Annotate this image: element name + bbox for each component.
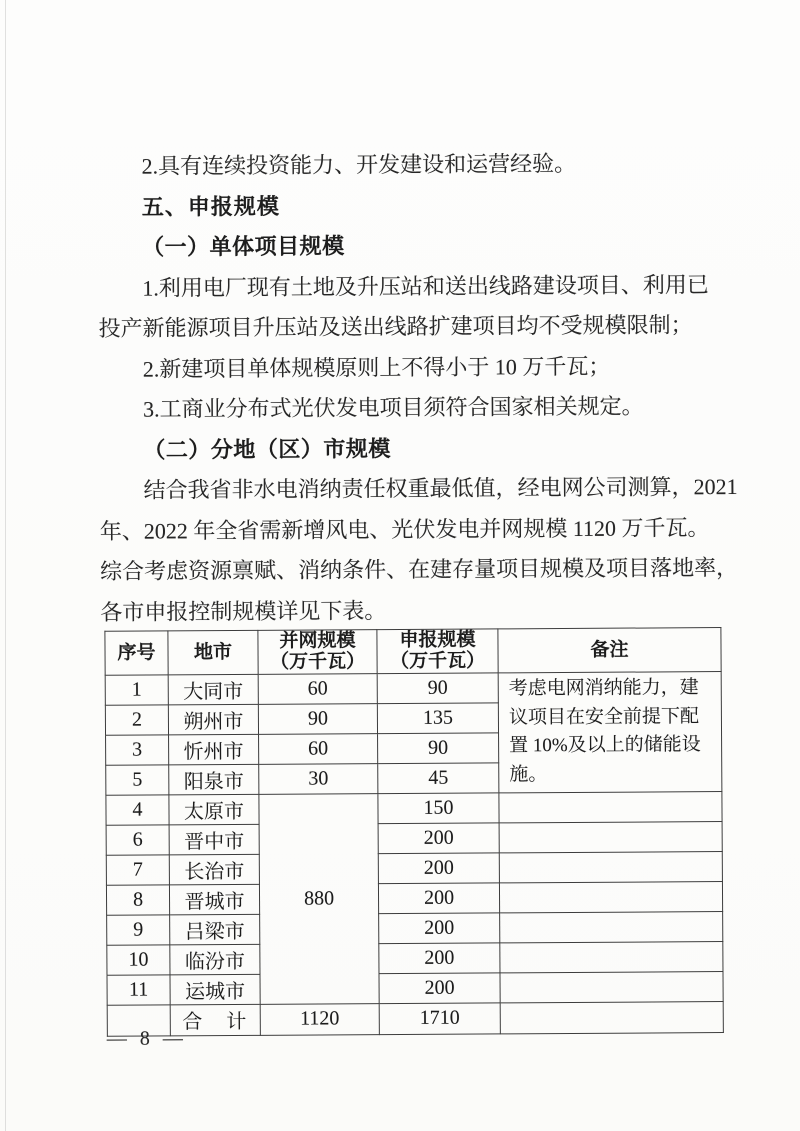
table-total-row [107,1001,723,1036]
table-row [106,851,722,885]
col-header-seq: 序号 [105,631,168,675]
cell-declared: 200 [379,912,500,943]
cell-total-label: 合 计 [170,1004,260,1036]
cell-seq: 10 [107,944,170,974]
cell-total-declared: 1710 [379,1002,500,1034]
cell-city: 晋中市 [169,824,259,855]
col-header-city: 地市 [168,630,258,674]
cell-remark-empty [500,971,723,1002]
paragraph-line: 3.工商业分布式光伏发电项目须符合国家相关规定。 [142,393,644,422]
subsection-heading: （二）分地（区）市规模 [143,435,391,463]
cell-seq: 1 [105,674,168,704]
cell-city: 晋城市 [169,884,259,915]
cell-remark-empty [500,1001,723,1033]
table-header-row [105,628,721,675]
cell-declared: 200 [378,852,499,883]
table-row [106,821,722,855]
col-header-grid-scale [258,630,377,674]
table-row [107,971,723,1005]
cell-remark-empty [499,821,722,852]
paragraph-line: 各市申报控制规模详见下表。 [100,597,387,625]
cell-city: 大同市 [168,674,258,705]
col-header-declared-scale [377,629,498,673]
cell-city: 阳泉市 [169,764,259,795]
cell-remark-empty [499,791,722,822]
cell-city: 临汾市 [170,944,260,975]
table-row [107,911,723,945]
cell-city: 长治市 [169,854,259,885]
cell-declared: 200 [378,822,499,853]
table-row [105,671,721,705]
cell-grid: 30 [259,763,378,794]
paragraph-line: 年、2022 年全省需新增风电、光伏发电并网规模 1120 万千瓦。 [99,514,710,544]
col-header-declared-scale-title: 申报规模 [399,629,476,652]
cell-seq: 8 [106,884,169,914]
cell-declared: 200 [379,942,500,973]
paragraph-line: 2.具有连续投资能力、开发建设和运营经验。 [141,150,577,179]
cell-city: 吕梁市 [170,914,260,945]
cell-seq: 3 [106,734,169,764]
cell-grid: 90 [258,703,377,734]
cell-seq: 11 [107,974,170,1004]
cell-grid-merged: 880 [259,793,379,1004]
cell-seq: 9 [107,914,170,944]
cell-city: 运城市 [170,974,260,1005]
cell-remark-empty [499,851,722,882]
table-row [107,941,723,975]
cell-seq: 6 [106,824,169,854]
paragraph-line: 投产新能源项目升压站及送出线路扩建项目均不受规模限制； [98,312,693,341]
col-header-remark: 备注 [498,628,721,673]
cell-grid: 60 [259,733,378,764]
cell-seq: 2 [105,704,168,734]
cell-seq: 7 [106,854,169,884]
cell-grid: 60 [258,673,377,704]
subsection-heading: （一）单体项目规模 [141,233,345,260]
cell-declared: 90 [378,732,499,763]
table-row [106,791,722,825]
cell-declared: 200 [378,882,499,913]
cell-city: 忻州市 [169,734,259,765]
cell-declared: 135 [377,702,498,733]
cell-remark-empty [500,941,723,972]
cell-remark-empty [500,911,723,942]
col-header-declared-scale-unit: （万千瓦） [390,650,486,673]
paragraph-line: 1.利用电厂现有土地及升压站和送出线路建设项目、利用已 [142,271,709,301]
cell-total-grid: 1120 [260,1003,379,1035]
cell-declared: 200 [379,972,500,1003]
col-header-grid-scale-title: 并网规模 [279,630,356,652]
cell-city: 太原市 [169,794,259,825]
cell-remark-empty [499,881,722,912]
cell-city: 朔州市 [168,704,258,735]
paragraph-line: 结合我省非水电消纳责任权重最低值，经电网公司测算，2021 [143,473,738,503]
paragraph-line: 2.新建项目单体规模原则上不得小于 10 万千瓦； [142,353,611,382]
paragraph-line: 综合考虑资源禀赋、消纳条件、在建存量项目规模及项目落地率， [99,554,739,584]
col-header-grid-scale-unit: （万千瓦） [270,651,366,674]
cell-seq: 5 [106,764,169,794]
cell-declared: 45 [378,762,499,793]
cell-declared: 150 [378,792,499,823]
cell-remark-merged: 考虑电网消纳能力，建议项目在安全前提下配置 10%及以上的储能设施。 [498,671,722,792]
table-row [106,881,722,915]
cell-declared: 90 [377,672,498,703]
city-quota-table [104,627,723,1036]
cell-seq: 4 [106,794,169,824]
body-text-block [97,143,739,633]
page-number: — 8 — [106,1027,187,1050]
section-heading: 五、申报规模 [141,193,280,220]
